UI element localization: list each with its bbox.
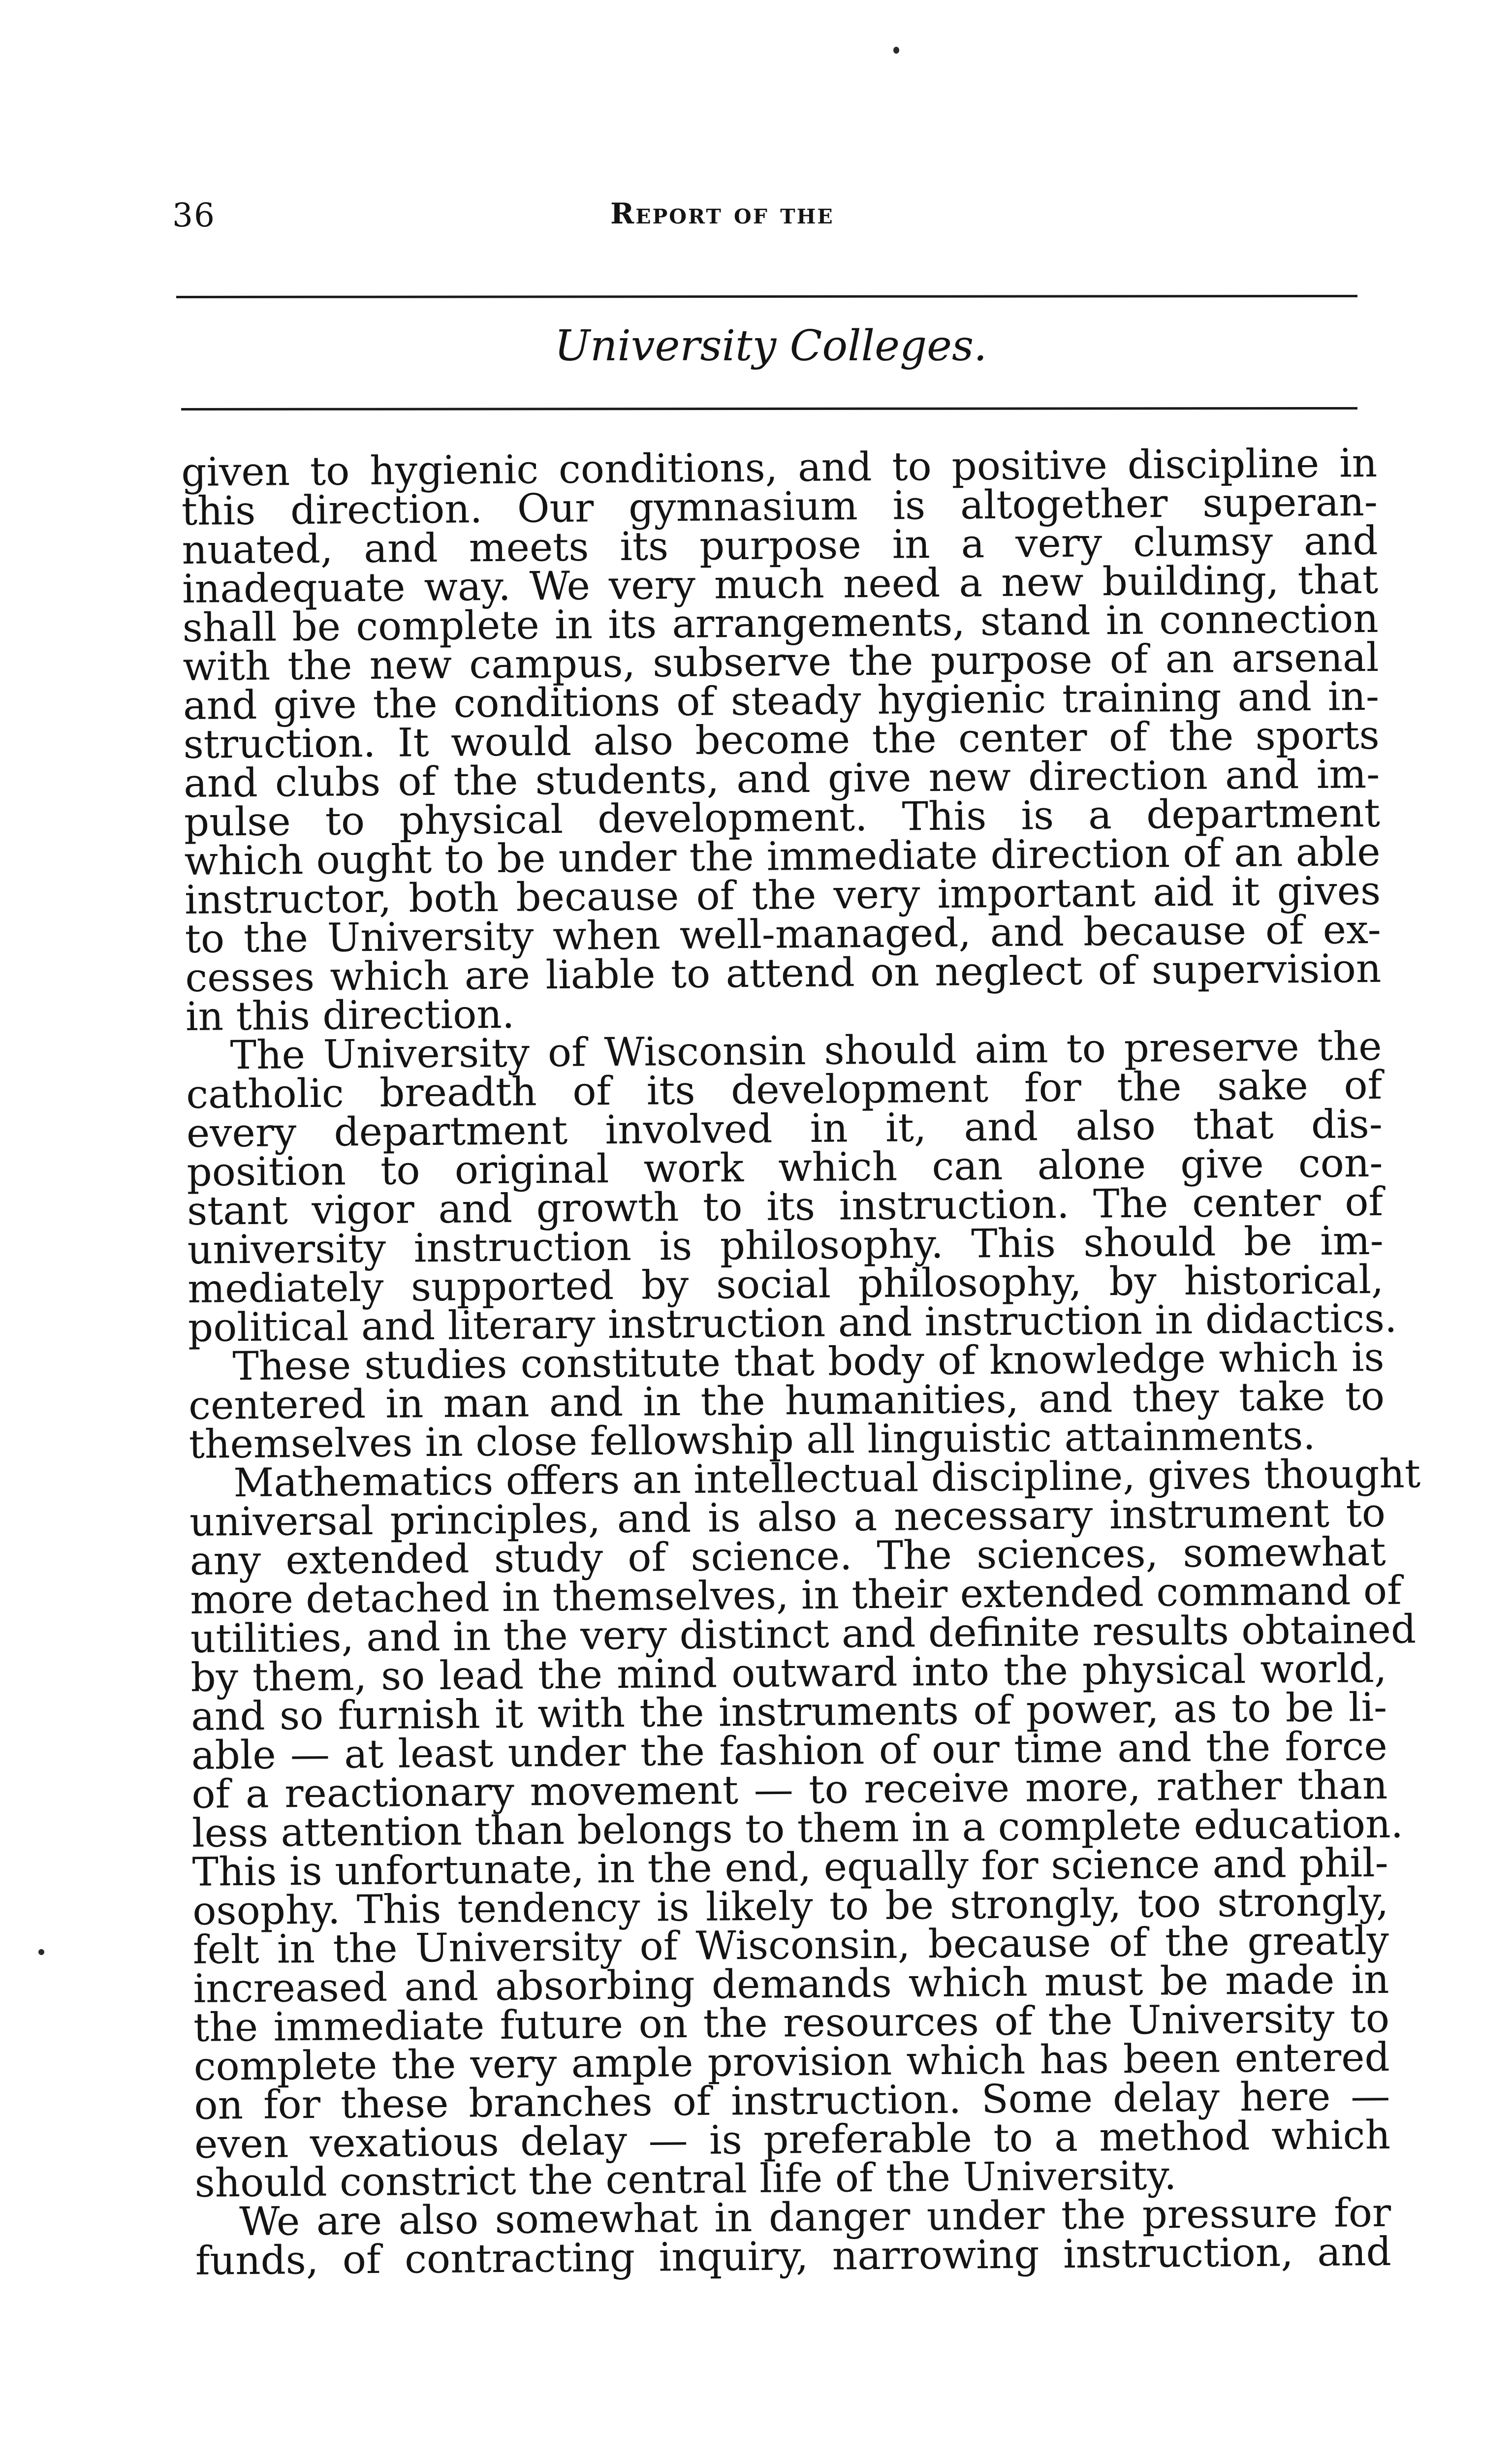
text-line: The University of Wisconsin should aim to preserve the	[230, 1023, 1382, 1078]
text-line: by them, so lead the mind outward into the physical world,	[190, 1645, 1387, 1701]
body-text	[181, 440, 1421, 2284]
text-line: universal principles, and is also a necessary instrument to	[189, 1489, 1386, 1545]
text-line: utilities, and in the very distinct and definite results obtained	[190, 1606, 1417, 1662]
text-line: These studies constitute that body of knowledge which is	[232, 1334, 1385, 1389]
text-line: mediately supported by social philosophy, by historical,	[187, 1256, 1384, 1312]
running-head: Report of the	[610, 197, 834, 230]
text-line: pulse to physical development. This is a department	[184, 789, 1381, 845]
text-line: able — at least under the fashion of our time and the force	[191, 1723, 1388, 1778]
text-line: every department involved in it, and also that dis-	[186, 1101, 1383, 1156]
text-line: cesses which are liable to attend on neglect of supervision	[185, 945, 1382, 1001]
text-line: of a reactionary movement — to receive more, rather than	[191, 1762, 1388, 1817]
text-line: We are also somewhat in danger under the pressure for	[239, 2189, 1391, 2245]
text-line: university instruction is philosophy. This should be im-	[187, 1217, 1384, 1273]
text-line: position to original work which can alone give con-	[187, 1139, 1383, 1195]
text-line: centered in man and in the humanities, and they take to	[188, 1373, 1385, 1428]
text-line: catholic breadth of its development for the sake of	[186, 1062, 1383, 1117]
text-line: to the University when well-managed, and because of ex-	[185, 906, 1382, 962]
text-line: shall be complete in its arrangements, stand in connection	[182, 595, 1379, 651]
text-line: and give the conditions of steady hygienic training and in-	[183, 673, 1380, 728]
ink-speck	[38, 1949, 44, 1955]
text-line: in this direction.	[185, 991, 515, 1040]
text-line: political and literary instruction and instruction in didactics.	[188, 1295, 1397, 1351]
section-title: University Colleges.	[554, 321, 987, 371]
text-line: themselves in close fellowship all linguistic attainments.	[189, 1412, 1316, 1467]
ink-speck	[893, 47, 899, 54]
text-line: nuated, and meets its purpose in a very clumsy and	[182, 517, 1378, 573]
text-line: inadequate way. We very much need a new building, that	[182, 556, 1379, 612]
text-line: given to hygienic conditions, and to positive discipline in	[181, 440, 1378, 495]
text-line: and so furnish it with the instruments of power, as to be li-	[190, 1684, 1387, 1739]
text-line: osophy. This tendency is likely to be strongly, too strongly,	[192, 1878, 1389, 1934]
header-rule-top	[176, 295, 1357, 298]
text-line: less attention than belongs to them in a complete education.	[191, 1800, 1404, 1856]
text-line: any extended study of science. The sciences, somewhat	[189, 1528, 1386, 1584]
page-number: 36	[172, 196, 216, 234]
text-line: on for these branches of instruction. Some delay here —	[194, 2073, 1390, 2128]
text-line: the immediate future on the resources of the University to	[193, 1995, 1390, 2051]
text-line: funds, of contracting inquiry, narrowing instruction, and	[195, 2228, 1392, 2284]
text-line: complete the very ample provision which has been entered	[193, 2034, 1390, 2089]
text-line: Mathematics offers an intellectual discipline, gives thought	[233, 1451, 1421, 1506]
text-line: This is unfortunate, in the end, equally for science and phil-	[192, 1839, 1388, 1895]
text-line: stant vigor and growth to its instruction. The center of	[187, 1178, 1384, 1234]
text-line: which ought to be under the immediate direction of an able	[184, 828, 1381, 884]
text-line: more detached in themselves, in their extended command of	[189, 1567, 1402, 1623]
text-line: increased and absorbing demands which must be made in	[193, 1956, 1389, 2012]
text-line: with the new campus, subserve the purpose of an arsenal	[183, 634, 1379, 690]
text-line: should constrict the central life of the University.	[194, 2152, 1177, 2206]
text-line: even vexatious delay — is preferable to a method which	[194, 2112, 1391, 2167]
text-line: and clubs of the students, and give new direction and im-	[183, 751, 1380, 806]
text-line: instructor, both because of the very important aid it gives	[184, 867, 1381, 923]
text-line: this direction. Our gymnasium is altogether superan-	[181, 478, 1378, 534]
text-line: felt in the University of Wisconsin, because of the greatly	[192, 1917, 1389, 1973]
header-rule-bottom	[181, 407, 1357, 410]
text-line: struction. It would also become the center of the sports	[183, 712, 1380, 767]
